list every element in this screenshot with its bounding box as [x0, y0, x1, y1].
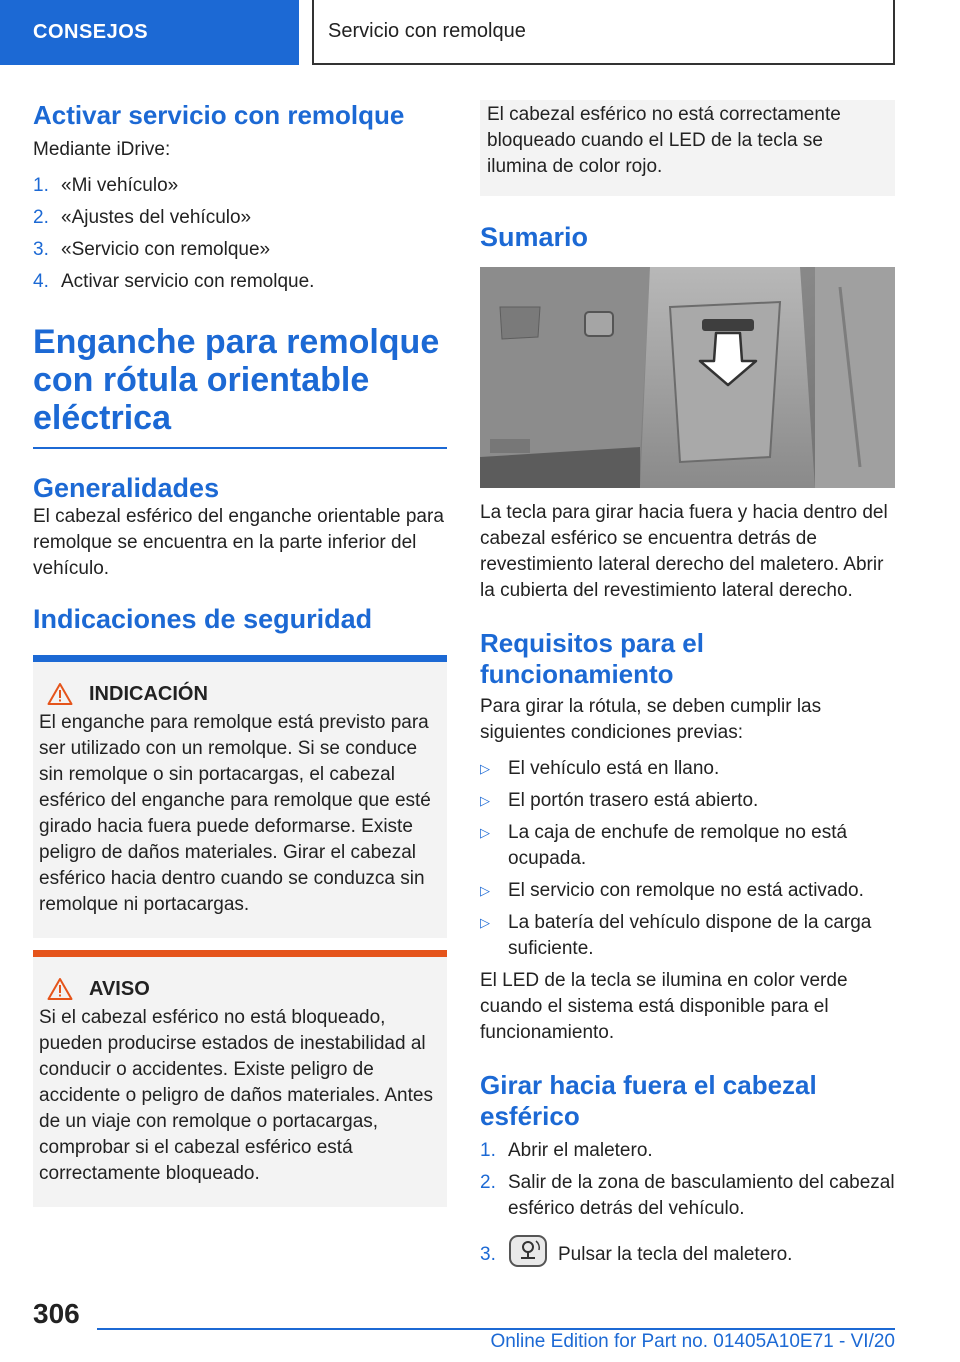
- list-item: 3. «Servicio con remolque»: [33, 239, 271, 260]
- trunk-side-panel-photo: [480, 267, 895, 488]
- notice-text: El enganche para remolque está previsto para ser utilizado con un remolque. Si se conduce sin remolque o sin portacargas, el cabezal esférico del enganche para remolque que esté girado hacia fuera puede deformarse. Existe peligro de daños materiales. Girar el cabezal esférico hacia dentro cuando se conduzca sin remolque ni portacargas.: [39, 712, 431, 915]
- list-item: 1. Abrir el maletero.: [480, 1140, 653, 1161]
- safety-heading: Indicaciones de seguridad: [33, 604, 373, 634]
- swing-steps-list: [480, 1138, 895, 1268]
- list-item: ▷ El servicio con remolque no está activado.: [480, 878, 895, 904]
- summary-text: La tecla para girar hacia fuera y hacia dentro del cabezal esférico se encuentra detrás de revestimiento lateral derecho del maletero. Abrir la cubierta del revestimiento lateral derecho.: [480, 502, 888, 601]
- activate-steps-list: [33, 173, 447, 295]
- warning-continuation-box: [480, 100, 895, 196]
- triangle-bullet-icon: ▷: [480, 761, 490, 776]
- chapter-heading: Enganche para remolque con rótula orientable eléctrica: [33, 323, 440, 437]
- notice-header: [39, 682, 437, 706]
- warning-label: AVISO: [89, 977, 150, 1000]
- warning-triangle-icon: [47, 682, 73, 706]
- list-item: 2. «Ajustes del vehículo»: [33, 207, 252, 228]
- warning-text: Si el cabezal esférico no está bloqueado, pueden producirse estados de inestabilidad al conducir o accidentes. Existe peligro de accidente o peligro de daños materiales. Antes de un viaje con remolque o portacargas, comprobar si el cabezal esférico está correctamente bloqueado.: [39, 1007, 433, 1184]
- list-item: 1. «Mi vehículo»: [33, 175, 179, 196]
- warning-triangle-icon: [47, 977, 73, 1001]
- triangle-bullet-icon: ▷: [480, 883, 490, 898]
- section-tab: CONSEJOS: [0, 0, 299, 65]
- warning-header: [39, 977, 437, 1001]
- triangle-bullet-icon: ▷: [480, 793, 490, 808]
- page-number: 306: [33, 1298, 80, 1329]
- triangle-bullet-icon: ▷: [480, 825, 490, 840]
- summary-heading: Sumario: [480, 222, 589, 252]
- footer-divider: [97, 1328, 895, 1330]
- general-heading: Generalidades: [33, 473, 220, 503]
- right-column: [480, 100, 895, 1274]
- activate-heading: Activar servicio con remolque: [33, 100, 405, 130]
- requirements-intro: Para girar la rótula, se deben cumplir las siguientes condiciones previas:: [480, 696, 822, 743]
- tow-hitch-button-icon: [508, 1234, 548, 1268]
- list-item: ▷ La caja de enchufe de remolque no está ocupada.: [480, 820, 895, 872]
- list-item: ▷ El portón trasero está abierto.: [480, 788, 895, 814]
- list-item: 3. Pulsar la tecla del maletero.: [480, 1234, 895, 1268]
- warning-continuation-text: El cabezal esférico no está correctamente bloqueado cuando el LED de la tecla se ilumina de color rojo.: [487, 104, 841, 177]
- page-header-title: Servicio con remolque: [312, 0, 895, 65]
- general-text: El cabezal esférico del enganche orientable para remolque se encuentra en la parte inferior del vehículo.: [33, 506, 444, 579]
- led-text: El LED de la tecla se ilumina en color verde cuando el sistema está disponible para el funcionamiento.: [480, 970, 848, 1043]
- left-column: [33, 100, 447, 1207]
- list-item: 2. Salir de la zona de basculamiento del cabezal esférico detrás del vehículo.: [480, 1172, 895, 1219]
- notice-box: [33, 655, 447, 938]
- warning-box: [33, 950, 447, 1207]
- notice-label: INDICACIÓN: [89, 682, 208, 705]
- requirements-list: [480, 756, 895, 962]
- activate-intro: Mediante iDrive:: [33, 139, 171, 160]
- list-item: ▷ La batería del vehículo dispone de la carga suficiente.: [480, 910, 895, 962]
- swing-heading: Girar hacia fuera el cabezal esférico: [480, 1070, 817, 1131]
- triangle-bullet-icon: ▷: [480, 915, 490, 930]
- list-item: 4. Activar servicio con remolque.: [33, 271, 315, 292]
- chapter-divider: [33, 447, 447, 449]
- requirements-heading: Requisitos para el funcionamiento: [480, 628, 704, 689]
- footer-edition-link[interactable]: Online Edition for Part no. 01405A10E71 - VI/20: [490, 1331, 895, 1352]
- list-item: ▷ El vehículo está en llano.: [480, 756, 895, 782]
